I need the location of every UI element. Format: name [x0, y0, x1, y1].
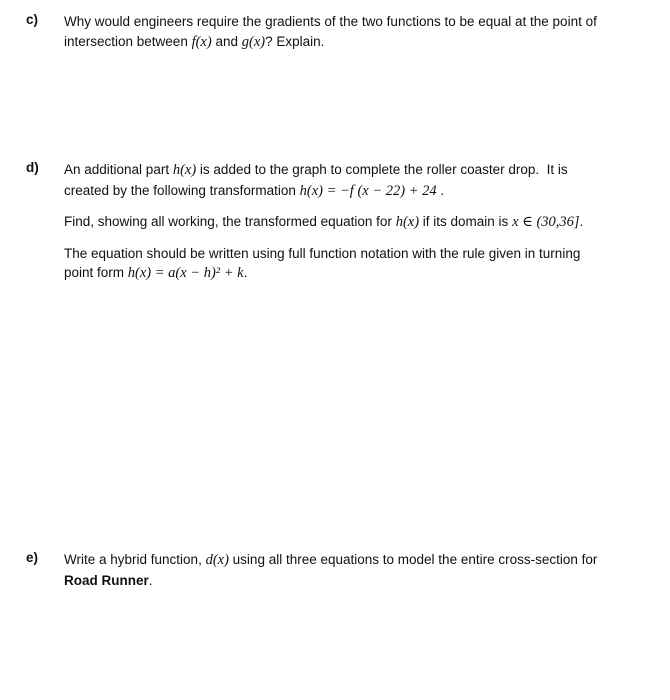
ride-name: Road Runner: [64, 572, 149, 588]
question-d-p3-line1: The equation should be written using full function notation with the rule given in turning: [64, 245, 581, 261]
function-g-of-x: g(x): [241, 33, 266, 50]
transformation-equation: h(x) = −f (x − 22) + 24: [299, 182, 437, 199]
question-d: [64, 160, 644, 284]
question-d-label: d): [26, 160, 39, 175]
question-c-text: [64, 12, 644, 52]
question-e: [64, 550, 644, 590]
question-e-line2-suffix: .: [148, 572, 153, 588]
function-h-of-x-2: h(x): [395, 214, 420, 230]
question-d-p3-line2-suffix: .: [243, 265, 248, 280]
question-d-p3-line2-prefix: point form: [64, 265, 128, 280]
question-d-p1-line2-suffix: .: [436, 182, 445, 198]
turning-point-form-equation: h(x) = a(x − h)² + k: [127, 265, 244, 281]
question-d-paragraph-3: [64, 244, 644, 284]
question-e-line1-suffix: using all three equations to model the entire cross-section for: [228, 552, 598, 567]
question-d-paragraph-1: [64, 160, 644, 201]
question-e-line1-prefix: Write a hybrid function,: [64, 552, 206, 567]
question-d-paragraph-2: [64, 212, 644, 233]
question-d-p1-line2-prefix: created by the following transformation: [64, 182, 300, 198]
question-d-p1-line1-prefix: An additional part: [64, 162, 173, 177]
question-d-p2-suffix: .: [579, 214, 584, 229]
question-c-line1: Why would engineers require the gradients of the two functions to be equal at the point of: [64, 14, 597, 29]
domain-expression: x ∈ (30,36]: [512, 214, 580, 230]
question-d-p2-prefix: Find, showing all working, the transformed equation for: [64, 214, 396, 229]
function-d-of-x: d(x): [205, 552, 229, 568]
question-c-line2-mid: and: [211, 33, 242, 49]
question-c-line2-prefix: intersection between: [64, 33, 192, 49]
question-e-text: [64, 550, 644, 590]
question-c: [64, 12, 644, 52]
question-e-label: e): [26, 550, 39, 565]
question-d-p1-line1-suffix: is added to the graph to complete the roller coaster drop. It is: [196, 162, 568, 177]
function-f-of-x: f(x): [191, 33, 212, 50]
question-d-p2-mid: if its domain is: [419, 214, 513, 229]
function-h-of-x: h(x): [172, 162, 197, 178]
question-c-label: c): [26, 12, 39, 27]
question-c-line2-suffix: ? Explain.: [265, 33, 325, 49]
